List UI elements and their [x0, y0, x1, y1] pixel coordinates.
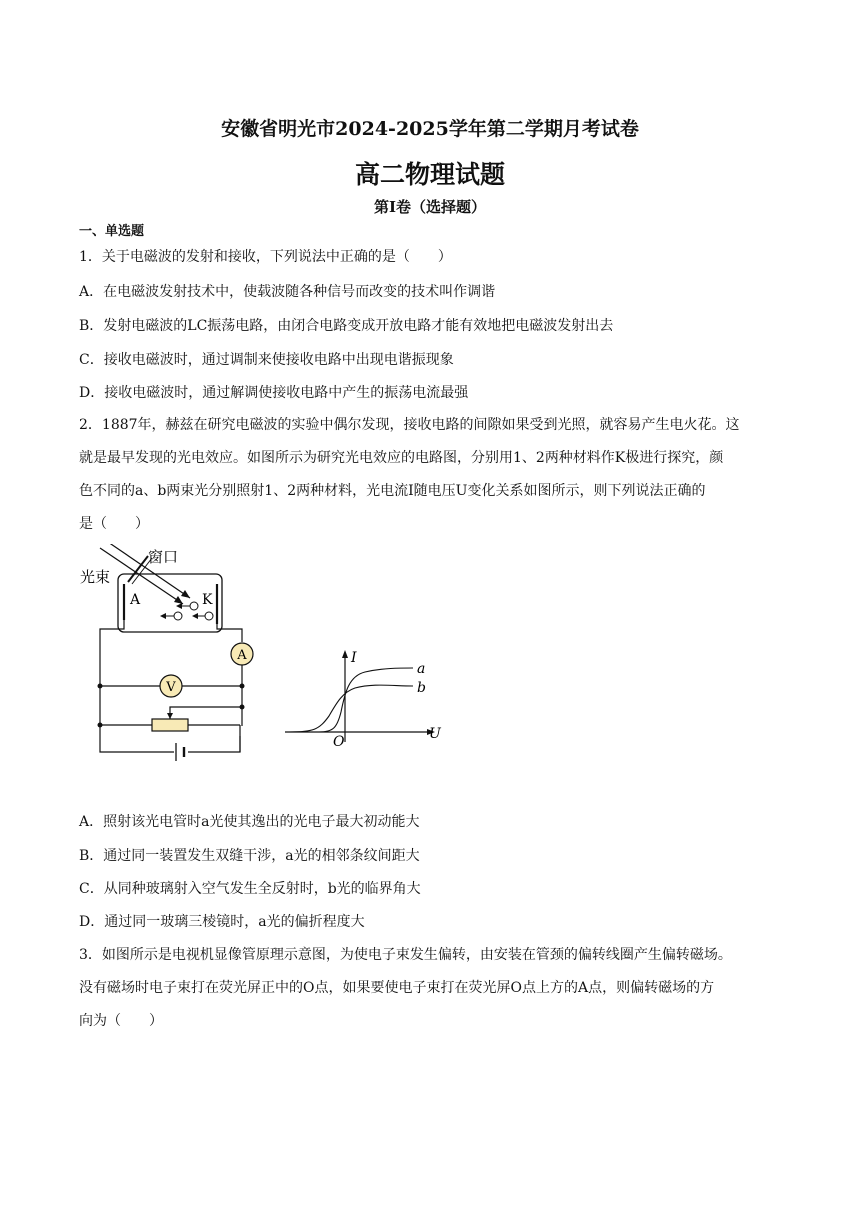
electron	[205, 612, 213, 620]
q2-stem-line: 2．1887年，赫兹在研究电磁波的实验中偶尔发现，接收电路的间隙如果受到光照，就容易产生电火花。这	[79, 417, 740, 433]
q3-stem-line: 向为（ ）	[79, 1013, 163, 1029]
q2-stem-line: 色不同的a、b两束光分别照射1、2两种材料，光电流I随电压U变化关系如图所示，则下列说法正确的	[79, 483, 706, 499]
q3-stem-line: 没有磁场时电子束打在荧光屏正中的O点，如果要使电子束打在荧光屏O点上方的A点，则偏转磁场的方	[79, 980, 715, 996]
ray-arrowhead	[181, 590, 190, 598]
q2-stem-line: 是（ ）	[79, 516, 149, 532]
q3-stem	[79, 939, 785, 1038]
light-beam-label: 光束	[80, 568, 111, 586]
electron-arrowhead	[192, 613, 198, 619]
junction-dot	[240, 684, 245, 689]
q1-stem: 1．关于电磁波的发射和接收，下列说法中正确的是（ ）	[79, 249, 452, 265]
rheostat-slider-arrow	[167, 713, 173, 719]
q2-option-b: B．通过同一装置发生双缝干涉，a光的相邻条纹间距大	[79, 848, 420, 864]
electron-arrowhead	[160, 613, 166, 619]
voltmeter-label: V	[166, 680, 176, 695]
anode-label: A	[130, 592, 141, 608]
junction-dot	[240, 705, 245, 710]
subject-title: 高二物理试题	[354, 160, 505, 189]
q2-option-d: D．通过同一玻璃三棱镜时，a光的偏折程度大	[79, 914, 365, 930]
q1-option-d: D．接收电磁波时，通过解调使接收电路中产生的振荡电流最强	[79, 385, 469, 401]
u-axis-label: U	[429, 726, 441, 742]
q2-option-c: C．从同种玻璃射入空气发生全反射时，b光的临界角大	[79, 881, 421, 897]
curve-a	[319, 668, 413, 732]
q3-stem-line: 3．如图所示是电视机显像管原理示意图，为使电子束发生偏转，由安装在管颈的偏转线圈产生偏转磁场。	[79, 947, 732, 963]
rheostat-icon	[152, 719, 188, 731]
volume-title: 第Ⅰ卷（选择题）	[373, 198, 487, 216]
curve-b	[289, 685, 413, 732]
i-axis-arrow	[342, 650, 348, 658]
section-title: 一、单选题	[79, 224, 145, 239]
rheostat-slider-wire	[170, 707, 242, 719]
q1-option-c: C．接收电磁波时，通过调制来使接收电路中出现电谐振现象	[79, 352, 454, 368]
q2-stem	[79, 409, 785, 541]
window-label: 窗口	[148, 548, 179, 566]
iu-graph	[283, 646, 448, 746]
electron-arrowhead	[176, 603, 182, 609]
i-axis-label: I	[351, 650, 357, 666]
curve-a-label: a	[417, 661, 426, 677]
cathode-label: K	[202, 592, 213, 608]
circuit-wire-right	[217, 624, 242, 642]
q2-option-a: A．照射该光电管时a光使其逸出的光电子最大初动能大	[79, 814, 420, 830]
photoelectric-circuit-figure	[78, 544, 268, 764]
q2-stem-line: 就是最早发现的光电效应。如图所示为研究光电效应的电路图，分别用1、2两种材料作K极进行探究，颜	[79, 450, 724, 466]
ray-arrowhead	[174, 596, 183, 604]
junction-dot	[98, 684, 103, 689]
electron	[190, 602, 198, 610]
ammeter-label: A	[237, 648, 247, 663]
junction-dot	[98, 723, 103, 728]
exam-title: 安徽省明光市2024-2025学年第二学期月考试卷	[221, 118, 639, 140]
q1-option-a: A．在电磁波发射技术中，使载波随各种信号而改变的技术叫作调谐	[79, 284, 496, 300]
origin-label: O	[333, 734, 345, 746]
electron	[174, 612, 182, 620]
q1-option-b: B．发射电磁波的LC振荡电路，由闭合电路变成开放电路才能有效地把电磁波发射出去	[79, 318, 614, 334]
curve-b-label: b	[417, 680, 426, 696]
